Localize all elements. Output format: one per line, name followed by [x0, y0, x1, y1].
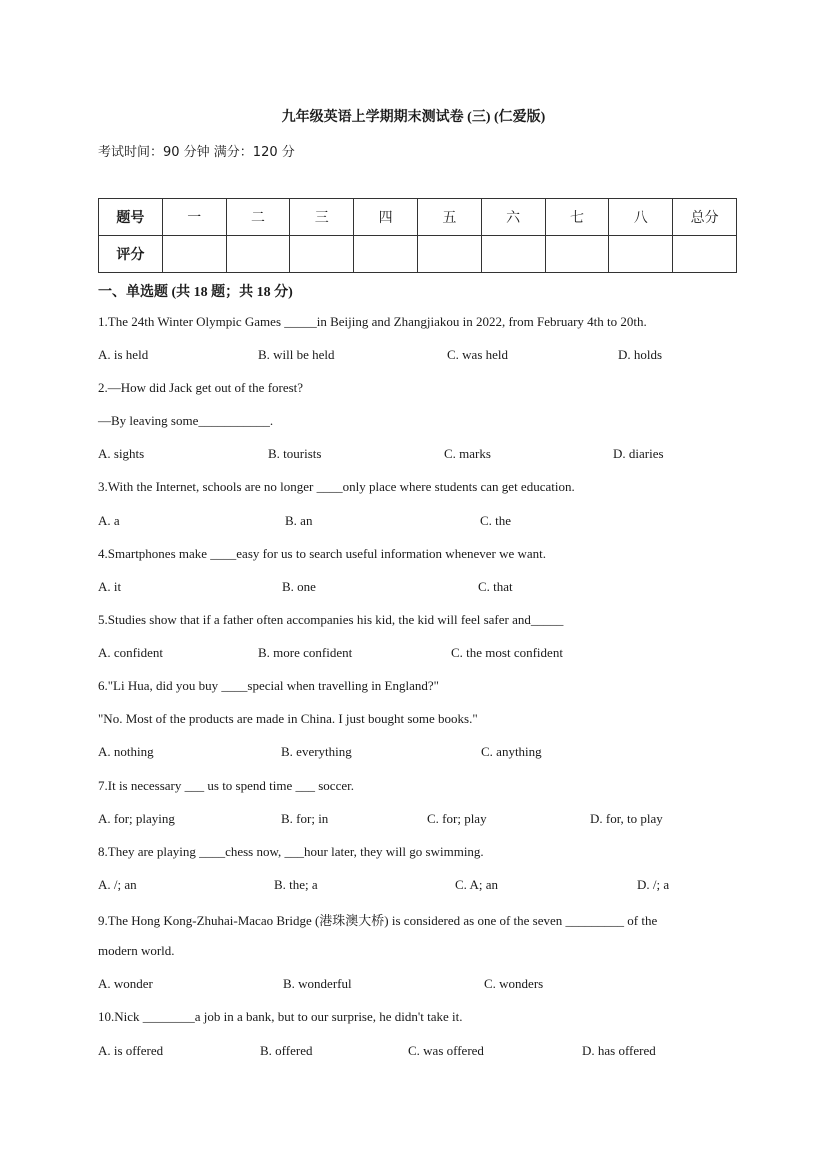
question-9-text-2: modern world.	[98, 943, 175, 958]
question-6-text-2: "No. Most of the products are made in China. I just bought some books."	[98, 711, 478, 726]
page-title: 九年级英语上学期期末测试卷 (三) (仁爱版)	[281, 110, 546, 125]
score-table-header: 题号	[99, 199, 163, 236]
question-6-text: 6."Li Hua, did you buy ____special when travelling in England?"	[98, 678, 439, 693]
question-4-option-a: A. it	[98, 579, 122, 594]
question-4-text: 4.Smartphones make ____easy for us to search useful information whenever we want.	[98, 546, 547, 561]
question-3-option-b: B. an	[285, 513, 313, 528]
score-cell	[673, 236, 737, 273]
question-7-option-c: C. for; play	[427, 811, 487, 826]
question-2-text: 2.—How did Jack get out of the forest?	[98, 380, 304, 395]
score-table-header: 八	[609, 199, 673, 236]
question-4-option-c: C. that	[478, 579, 513, 594]
question-10-text: 10.Nick ________a job in a bank, but to our surprise, he didn't take it.	[98, 1009, 463, 1024]
question-2-option-c: C. marks	[444, 446, 491, 461]
exam-info: 考试时间：90 分钟 满分：120 分	[98, 145, 295, 160]
question-2-option-d: D. diaries	[613, 446, 664, 461]
question-3-text: 3.With the Internet, schools are no longer ____only place where students can get education.	[98, 479, 575, 494]
score-table-header: 三	[290, 199, 354, 236]
question-8-text: 8.They are playing ____chess now, ___hour later, they will go swimming.	[98, 844, 484, 859]
score-table-header: 五	[417, 199, 481, 236]
score-table-header: 七	[545, 199, 609, 236]
score-table	[98, 198, 737, 273]
question-2-text-2: —By leaving some___________.	[98, 413, 274, 428]
section-title: 一、单选题 (共 18 题；共 18 分)	[98, 285, 293, 300]
question-5-text: 5.Studies show that if a father often accompanies his kid, the kid will feel safer and_____	[98, 612, 564, 627]
question-10-option-c: C. was offered	[408, 1043, 484, 1058]
question-3-option-c: C. the	[480, 513, 512, 528]
score-cell	[609, 236, 673, 273]
question-2-option-b: B. tourists	[268, 446, 322, 461]
question-1-option-c: C. was held	[447, 347, 509, 362]
question-6-option-b: B. everything	[281, 744, 352, 759]
score-cell	[226, 236, 290, 273]
score-table-header: 一	[162, 199, 226, 236]
question-8-option-a: A. /; an	[98, 877, 137, 892]
question-9-option-c: C. wonders	[484, 976, 544, 991]
score-row-label: 评分	[99, 236, 163, 273]
score-table-header-row	[99, 199, 737, 236]
question-4-option-b: B. one	[282, 579, 316, 594]
question-7-text: 7.It is necessary ___ us to spend time ___ soccer.	[98, 778, 354, 793]
score-table-header: 四	[354, 199, 418, 236]
question-5-option-c: C. the most confident	[451, 645, 563, 660]
question-1-text: 1.The 24th Winter Olympic Games _____in Beijing and Zhangjiakou in 2022, from February 4th to 20th.	[98, 314, 647, 329]
question-6-option-c: C. anything	[481, 744, 542, 759]
score-cell	[354, 236, 418, 273]
question-1-option-d: D. holds	[618, 347, 663, 362]
question-2-option-a: A. sights	[98, 446, 145, 461]
question-8-option-d: D. /; a	[637, 877, 670, 892]
question-3-option-a: A. a	[98, 513, 120, 528]
score-table-header: 总分	[673, 199, 737, 236]
question-8-option-c: C. A; an	[455, 877, 498, 892]
question-10-option-a: A. is offered	[98, 1043, 164, 1058]
question-1-option-a: A. is held	[98, 347, 149, 362]
question-10-option-d: D. has offered	[582, 1043, 656, 1058]
score-cell	[162, 236, 226, 273]
question-9-text: 9.The Hong Kong-Zhuhai-Macao Bridge (港珠澳大桥) is considered as one of the seven _________ of the	[98, 913, 658, 928]
question-7-option-d: D. for, to play	[590, 811, 663, 826]
score-cell	[481, 236, 545, 273]
question-5-option-b: B. more confident	[258, 645, 353, 660]
question-5-option-a: A. confident	[98, 645, 163, 660]
score-cell	[545, 236, 609, 273]
question-7-option-a: A. for; playing	[98, 811, 175, 826]
score-cell	[417, 236, 481, 273]
question-8-option-b: B. the; a	[274, 877, 318, 892]
question-1-option-b: B. will be held	[258, 347, 335, 362]
question-6-option-a: A. nothing	[98, 744, 154, 759]
question-9-option-b: B. wonderful	[283, 976, 352, 991]
question-10-option-b: B. offered	[260, 1043, 313, 1058]
score-cell	[290, 236, 354, 273]
score-table-header: 二	[226, 199, 290, 236]
question-7-option-b: B. for; in	[281, 811, 329, 826]
score-table-header: 六	[481, 199, 545, 236]
question-9-option-a: A. wonder	[98, 976, 153, 991]
score-table-score-row	[99, 236, 737, 273]
